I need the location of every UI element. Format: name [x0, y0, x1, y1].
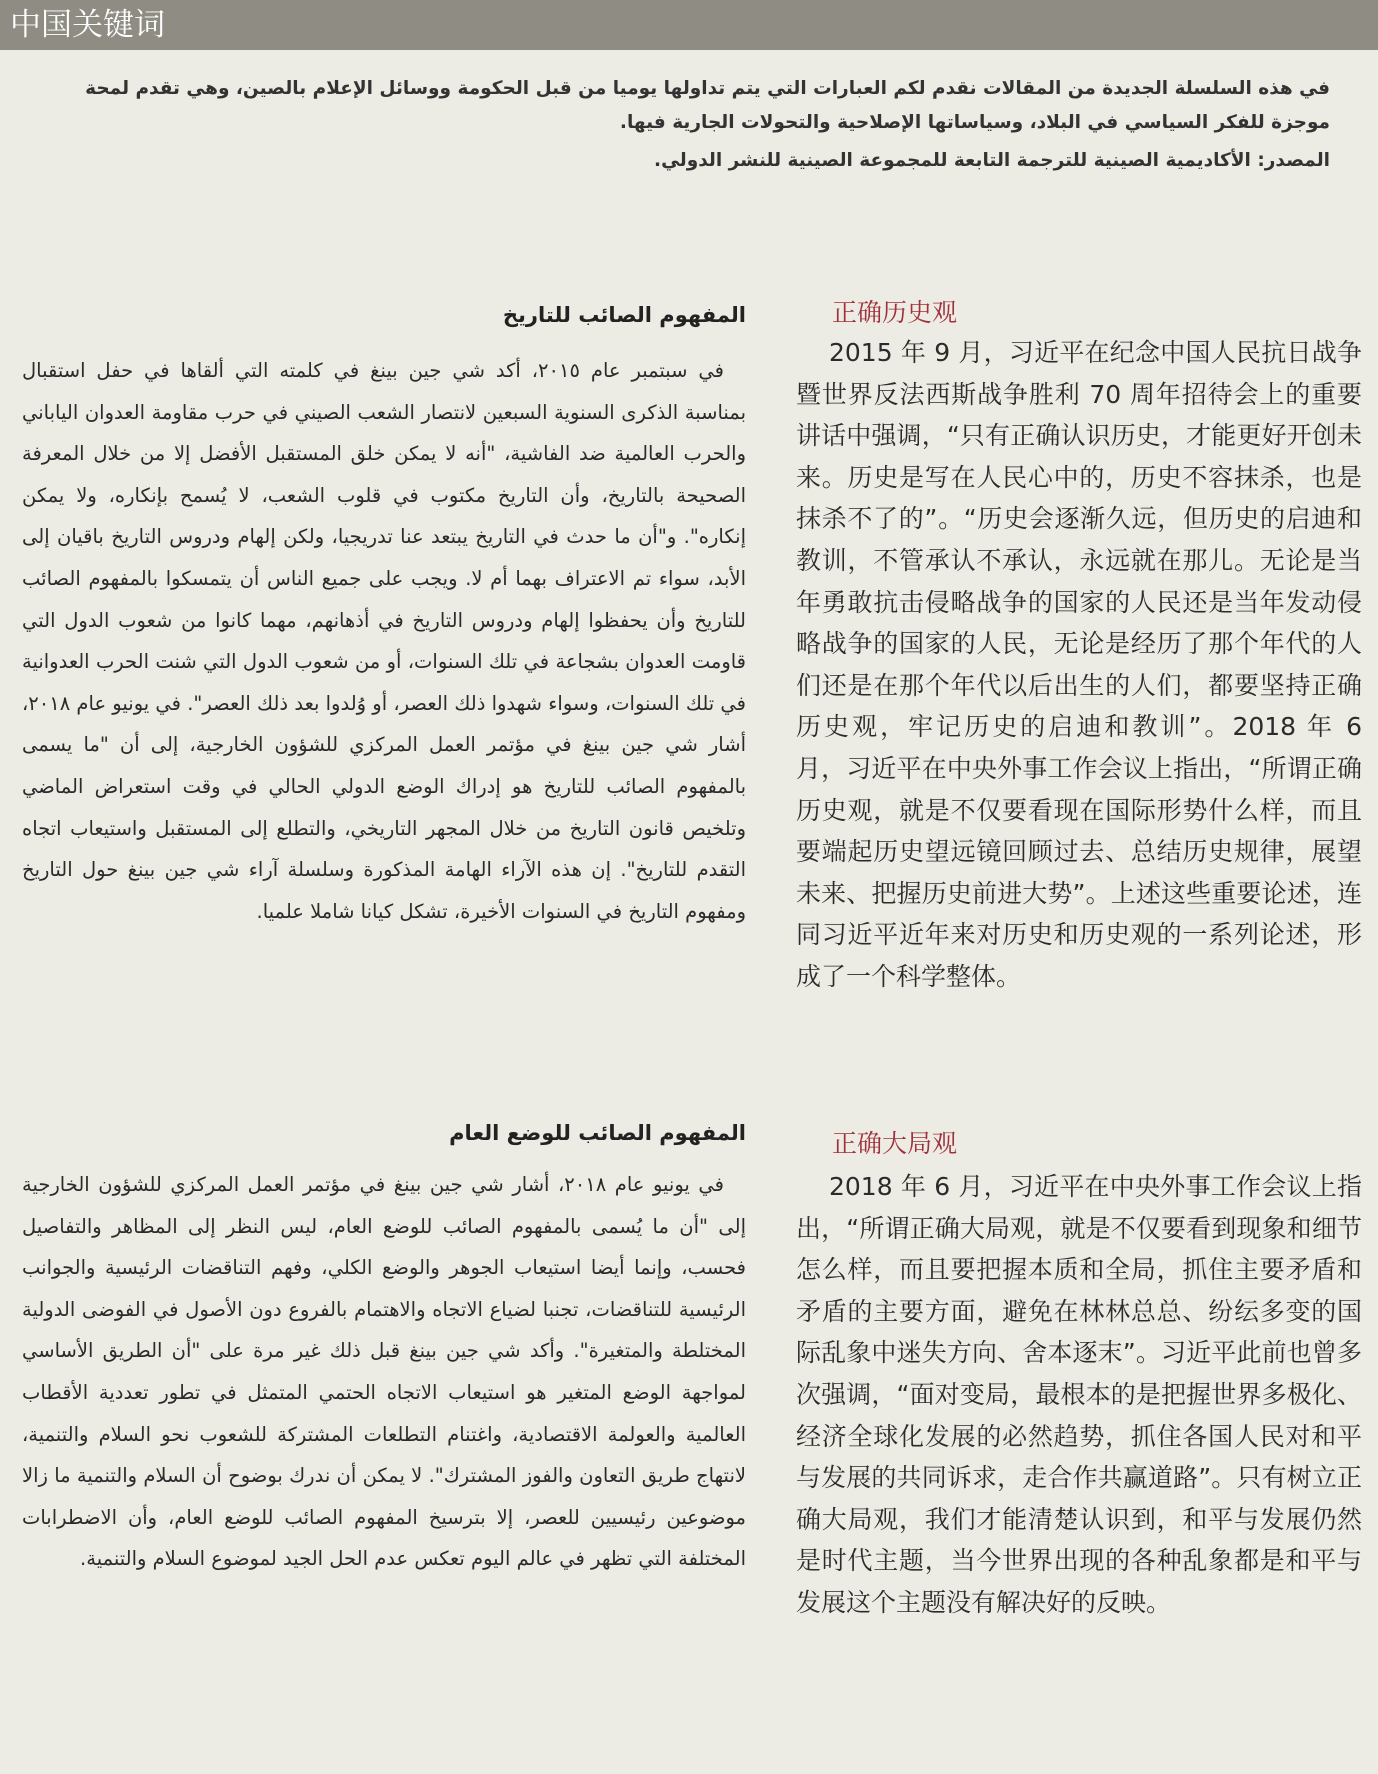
section-1-ar-text: في سبتمبر عام ٢٠١٥، أكد شي جين بينغ في كلمته التي ألقاها في حفل استقبال بمناسبة الذكرى السنوية السبعين لانتصار الشعب الصيني في حرب مقاومة العدوان الياباني والحرب العالمية ضد الفاشية، "أنه لا يمكن خلق المستقبل الأفضل إلا من خلال المعرفة الصحيحة بالتاريخ، وأن التاريخ مكتوب في قلوب الشعب، لا يُسمح بإنكاره، ولا يمكن إنكاره". و"أن ما حدث في التاريخ يبتعد عنا تدريجيا، ولكن إلهام ودروس التاريخ باقيان إلى الأبد، سواء تم الاعتراف بهما أم لا. ويجب على جميع الناس أن يتمسكوا بالمفهوم الصائب للتاريخ وأن يحفظوا إلهام ودروس التاريخ في أذهانهم، مهما كانوا من شعوب الدول التي قاومت العدوان بشجاعة في تلك السنوات، أو من شعوب الدول التي شنت الحرب العدوانية في تلك السنوات، وسواء شهدوا ذلك العصر، أو وُلدوا بعد ذلك العصر". في يونيو عام ٢٠١٨، أشار شي جين بينغ في مؤتمر العمل المركزي للشؤون الخارجية، إلى أن "ما يسمى بالمفهوم الصائب للتاريخ هو إدراك الوضع الدولي الحالي في وقت استعراض الماضي وتلخيص قانون التاريخ من خلال المجهر التاريخي، والتطلع إلى المستقبل واستيعاب اتجاه التقدم للتاريخ". إن هذه الآراء الهامة المذكورة وسلسلة آراء شي جين بينغ حول التاريخ ومفهوم التاريخ في السنوات الأخيرة، تشكل كيانا شاملا علميا.: [22, 359, 746, 923]
intro-source: المصدر: الأكاديمية الصينية للترجمة التابعة للمجموعة الصينية للنشر الدولي.: [654, 150, 1330, 171]
section-1-zh-title: 正确历史观: [832, 298, 958, 327]
section-2-ar-title: المفهوم الصائب للوضع العام: [449, 1121, 746, 1145]
section-1-ar-title: المفهوم الصائب للتاريخ: [502, 303, 746, 327]
section-2-ar-text: في يونيو عام ٢٠١٨، أشار شي جين بينغ في مؤتمر العمل المركزي للشؤون الخارجية إلى "أن ما يُسمى بالمفهوم الصائب للوضع العام، ليس النظر إلى المظاهر والتفاصيل فحسب، وإنما أيضا استيعاب الجوهر والوضع الكلي، وفهم التناقضات الرئيسية والجوانب الرئيسية للتناقضات، تجنبا لضياع الاتجاه والاهتمام بالفروع دون الأصول في الفوضى الدولية المختلطة والمتغيرة". وأكد شي جين بينغ قبل ذلك غير مرة على "أن الطريق الأساسي لمواجهة الوضع المتغير هو استيعاب الاتجاه الحتمي المتمثل في تطور تعددية الأقطاب العالمية والعولمة الاقتصادية، واغتنام التطلعات المشتركة للشعوب نحو السلام والتنمية، لانتهاج طريق التعاون والفوز المشترك". لا يمكن أن ندرك بوضوح أن السلام والتنمية ما زالا موضوعين رئيسيين للعصر، إلا بترسيخ المفهوم الصائب للوضع العام، وأن الاضطرابات المختلفة التي تظهر في عالم اليوم تعكس عدم الحل الجيد لموضوع السلام والتنمية.: [22, 1173, 746, 1571]
section-1-ar-body: [22, 350, 746, 932]
section-2-zh-text: 2018 年 6 月，习近平在中央外事工作会议上指出，“所谓正确大局观，就是不仅要看到现象和细节怎么样，而且要把握本质和全局，抓住主要矛盾和矛盾的主要方面，避免在林林总总、纷纭多变的国际乱象中迷失方向、舍本逐末”。习近平此前也曾多次强调，“面对变局，最根本的是把握世界多极化、经济全球化发展的必然趋势，抓住各国人民对和平与发展的共同诉求，走合作共赢道路”。只有树立正确大局观，我们才能清楚认识到，和平与发展仍然是时代主题，当今世界出现的各种乱象都是和平与发展这个主题没有解决好的反映。: [796, 1172, 1362, 1617]
section-1-zh-text: 2015 年 9 月，习近平在纪念中国人民抗日战争暨世界反法西斯战争胜利 70 周年招待会上的重要讲话中强调，“只有正确认识历史，才能更好开创未来。历史是写在人民心中的，历史不容抹杀，也是抹杀不了的”。“历史会逐渐久远，但历史的启迪和教训，不管承认不承认，永远就在那儿。无论是当年勇敢抗击侵略战争的国家的人民还是当年发动侵略战争的国家的人民，无论是经历了那个年代的人们还是在那个年代以后出生的人们，都要坚持正确历史观，牢记历史的启迪和教训”。2018 年 6 月，习近平在中央外事工作会议上指出，“所谓正确历史观，就是不仅要看现在国际形势什么样，而且要端起历史望远镜回顾过去、总结历史规律，展望未来、把握历史前进大势”。上述这些重要论述，连同习近平近年来对历史和历史观的一系列论述，形成了一个科学整体。: [796, 338, 1362, 991]
section-2-zh-title: 正确大局观: [832, 1129, 958, 1158]
page-title: 中国关键词: [10, 7, 165, 43]
section-1-zh-body: [796, 332, 1362, 998]
header-bar: [0, 0, 1378, 50]
intro-description: في هذه السلسلة الجديدة من المقالات نقدم لكم العبارات التي يتم تداولها يوميا من قبل الحكومة ووسائل الإعلام بالصين، وهي تقدم لمحة موجزة للفكر السياسي في البلاد، وسياساتها الإصلاحية والتحولات الجارية فيها.: [85, 78, 1330, 133]
section-2-zh-body: [796, 1166, 1362, 1624]
section-2-ar-body: [22, 1164, 746, 1580]
intro-block: [30, 72, 1330, 178]
